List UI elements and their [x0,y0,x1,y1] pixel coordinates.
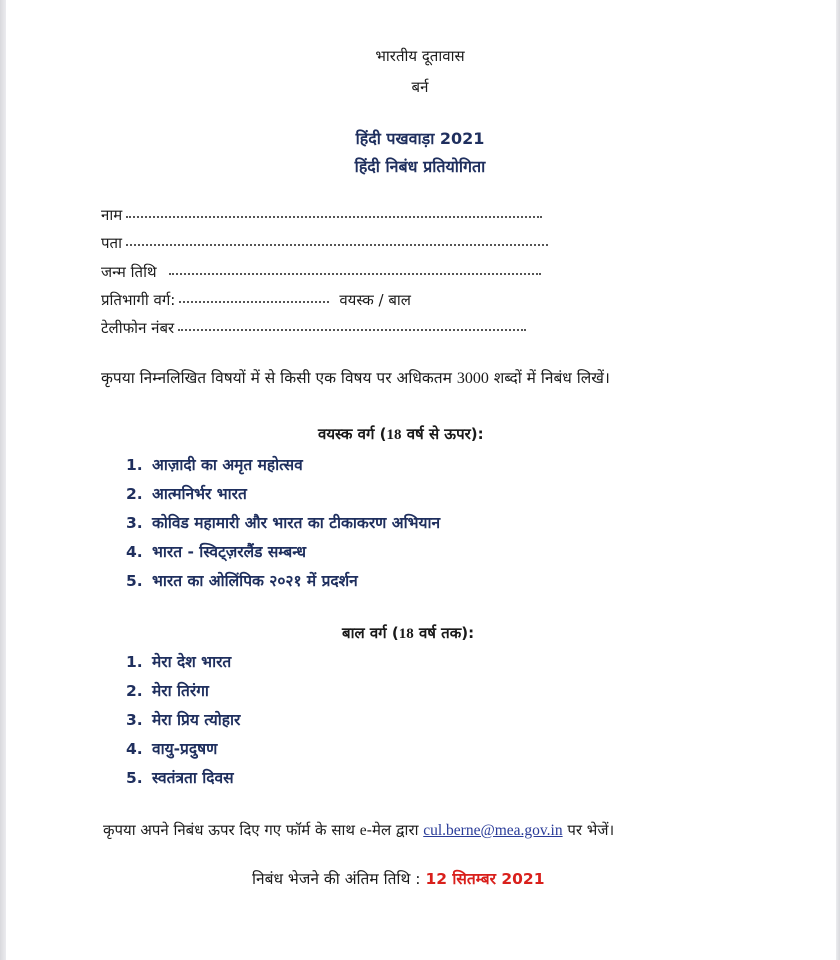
topic-index: 5. [126,769,143,787]
topic-index: 1. [126,653,143,671]
topic-index: 3. [126,514,143,532]
child-age-limit: 18 [398,626,414,642]
topic-title: मेरा देश भारत [152,653,232,671]
instruction-text: कृपया निम्नलिखित विषयों में से किसी एक विषय पर अधिकतम [101,369,457,387]
category-options: वयस्क / बाल [339,291,411,309]
deadline-line [252,868,545,890]
email-prefix: e [359,822,367,839]
topic-index: 2. [126,485,143,503]
topic-index: 5. [126,572,143,590]
dob-field [101,262,541,282]
word-limit: 3000 [456,370,489,387]
child-topic-item [126,650,240,679]
adult-heading-text-end: वर्ष से ऊपर): [401,425,484,443]
deadline-date: 12 सितम्बर 2021 [425,870,545,888]
phone-field [101,318,526,338]
category-field [101,290,411,310]
phone-fill-line [178,329,526,331]
address-label: पता [101,234,122,252]
submission-instruction [103,819,614,842]
category-label: प्रतिभागी वर्ग: [101,291,176,309]
child-section-heading [342,623,474,644]
address-fill-line [126,244,548,246]
topic-index: 4. [126,543,143,561]
essay-instruction [101,367,610,390]
email-link[interactable]: cul.berne@mea.gov.in [423,822,563,839]
deadline-label: निबंध भेजने की अंतिम तिथि : [252,870,426,888]
child-topic-item [126,737,240,766]
topic-title: भारत - स्विट्ज़रलैंड सम्बन्ध [152,543,307,561]
topic-title: स्वतंत्रता दिवस [152,769,234,787]
dob-fill-line [169,273,541,275]
submission-text: कृपया अपने निबंध ऊपर दिए गए फॉर्म के साथ [103,821,360,839]
child-topic-item [126,766,240,795]
submission-text-end: पर भेजें। [562,821,615,839]
adult-age-limit: 18 [386,427,402,443]
address-field [101,233,548,253]
topic-title: भारत का ओलिंपिक २०२१ में प्रदर्शन [152,572,358,590]
name-field [101,205,542,225]
topic-index: 2. [126,682,143,700]
dob-label: जन्म तिथि [101,263,157,281]
adult-topic-list [126,453,440,598]
event-title: हिंदी पखवाड़ा 2021 [355,129,485,148]
child-topic-list [126,650,240,795]
competition-title: हिंदी निबंध प्रतियोगिता [354,157,486,176]
adult-topic-item [126,540,440,569]
adult-section-heading [318,424,484,445]
topic-title: आत्मनिर्भर भारत [152,485,247,503]
child-heading-text: बाल वर्ग ( [342,624,399,642]
topic-index: 3. [126,711,143,729]
city-name: बर्न [411,78,429,96]
topic-index: 4. [126,740,143,758]
name-fill-line [126,216,542,218]
organization-name: भारतीय दूतावास [375,47,465,65]
category-fill-line [179,301,329,303]
submission-text-middle: -मेल द्वारा [366,821,424,839]
adult-topic-item [126,511,440,540]
adult-topic-item [126,569,440,598]
child-topic-item [126,679,240,708]
name-label: नाम [101,206,123,224]
adult-heading-text: वयस्क वर्ग ( [318,425,387,443]
phone-label: टेलीफोन नंबर [101,319,175,337]
topic-title: आज़ादी का अमृत महोत्सव [152,456,303,474]
adult-topic-item [126,482,440,511]
topic-title: मेरा तिरंगा [152,682,209,700]
instruction-text-end: शब्दों में निबंध लिखें। [488,369,610,387]
adult-topic-item [126,453,440,482]
child-heading-text-end: वर्ष तक): [413,624,475,642]
topic-title: कोविड महामारी और भारत का टीकाकरण अभियान [152,514,441,532]
topic-title: वायु-प्रदुषण [152,740,218,758]
topic-index: 1. [126,456,143,474]
child-topic-item [126,708,240,737]
topic-title: मेरा प्रिय त्योहार [152,711,241,729]
